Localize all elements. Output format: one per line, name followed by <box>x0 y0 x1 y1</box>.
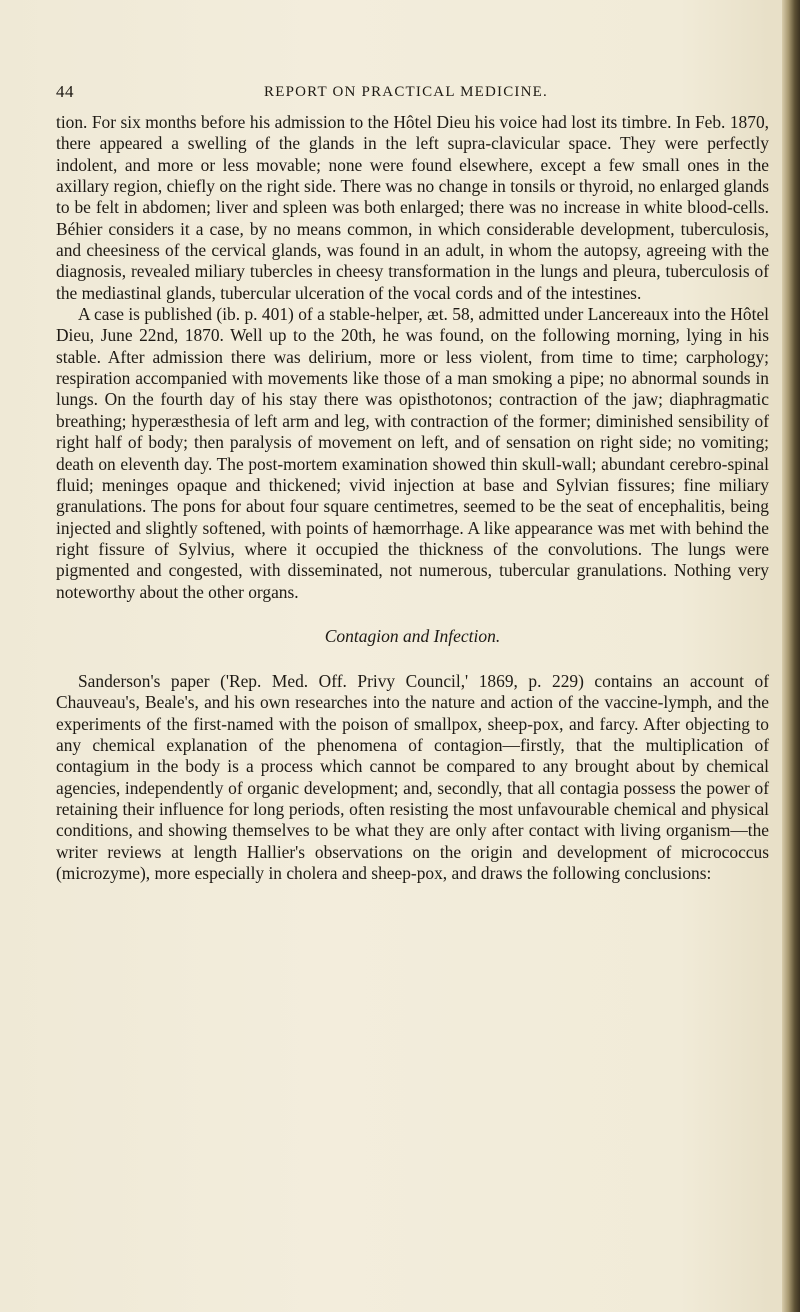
page-spine-edge <box>782 0 800 1312</box>
page-number: 44 <box>56 82 74 101</box>
body-text <box>56 112 769 884</box>
paragraph-sanderson: Sanderson's paper ('Rep. Med. Off. Privy Council,' 1869, p. 229) contains an account of Chauveau's, Beale's, and his own researches into the nature and action of the vaccine-lymph, and the experiments of the first-named with the poison of smallpox, sheep-pox, and farcy. After objecting to any chemical explanation of the phenomena of contagion—firstly, that the multiplication of contagium in the body is a process which cannot be compared to any brought about by chemical agencies, independently of organic development; and, secondly, that all contagia possess the power of retaining their influence for long periods, often resisting the most unfavourable chemical and physical conditions, and showing themselves to be what they are only after contact with living organism—the writer reviews at length Hallier's observations on the origin and development of micrococcus (microzyme), more especially in cholera and sheep-pox, and draws the following conclusions: <box>56 670 769 883</box>
page-header <box>56 82 756 104</box>
running-head: REPORT ON PRACTICAL MEDICINE. <box>264 84 548 100</box>
paragraph-continuation: tion. For six months before his admission to the Hôtel Dieu his voice had lost its timbre. In Feb. 1870, there appeared a swelling of the glands in the left supra-clavicular space. They were perfectly indolent, and more or less movable; none were found elsewhere, except a few small ones in the axillary region, chiefly on the right side. There was no change in tonsils or thyroid, no enlarged glands to be felt in abdomen; liver and spleen was both enlarged; there was no increase in white blood-cells. Béhier considers it a case, by no means common, in which considerable development, tuberculosis, and cheesiness of the cervical glands, was found in an adult, in whom the autopsy, agreeing with the diagnosis, revealed miliary tubercles in cheesy transformation in the lungs and pleura, tuberculosis of the mediastinal glands, tubercular ulceration of the vocal cords and of the intestines. <box>56 112 769 303</box>
paragraph-stable-helper-case: A case is published (ib. p. 401) of a stable-helper, æt. 58, admitted under Lancereaux into the Hôtel Dieu, June 22nd, 1870. Well up to the 20th, he was found, on the following morning, lying in his stable. After admission there was delirium, more or less violent, from time to time; carphology; respiration accompanied with movements like those of a man smoking a pipe; no abnormal sounds in lungs. On the fourth day of his stay there was opisthotonos; contraction of the jaw; diaphragmatic breathing; hyperæsthesia of left arm and leg, with contraction of the former; diminished sensibility of right half of body; then paralysis of movement on left, and of sensation on right side; no vomiting; death on eleventh day. The post-mortem examination showed thin skull-wall; abundant cerebro-spinal fluid; meninges opaque and thickened; vivid injection at base and Sylvian fissures; fine miliary granulations. The pons for about four square centimetres, seemed to be the seat of encephalitis, being injected and slightly softened, with points of hæmorrhage. A like appearance was met with behind the right fissure of Sylvius, where it occupied the thickness of the convolutions. The lungs were pigmented and congested, with disseminated, not numerous, tubercular granulations. Nothing very noteworthy about the other organs. <box>56 304 769 602</box>
section-heading: Contagion and Infection. <box>324 625 501 646</box>
